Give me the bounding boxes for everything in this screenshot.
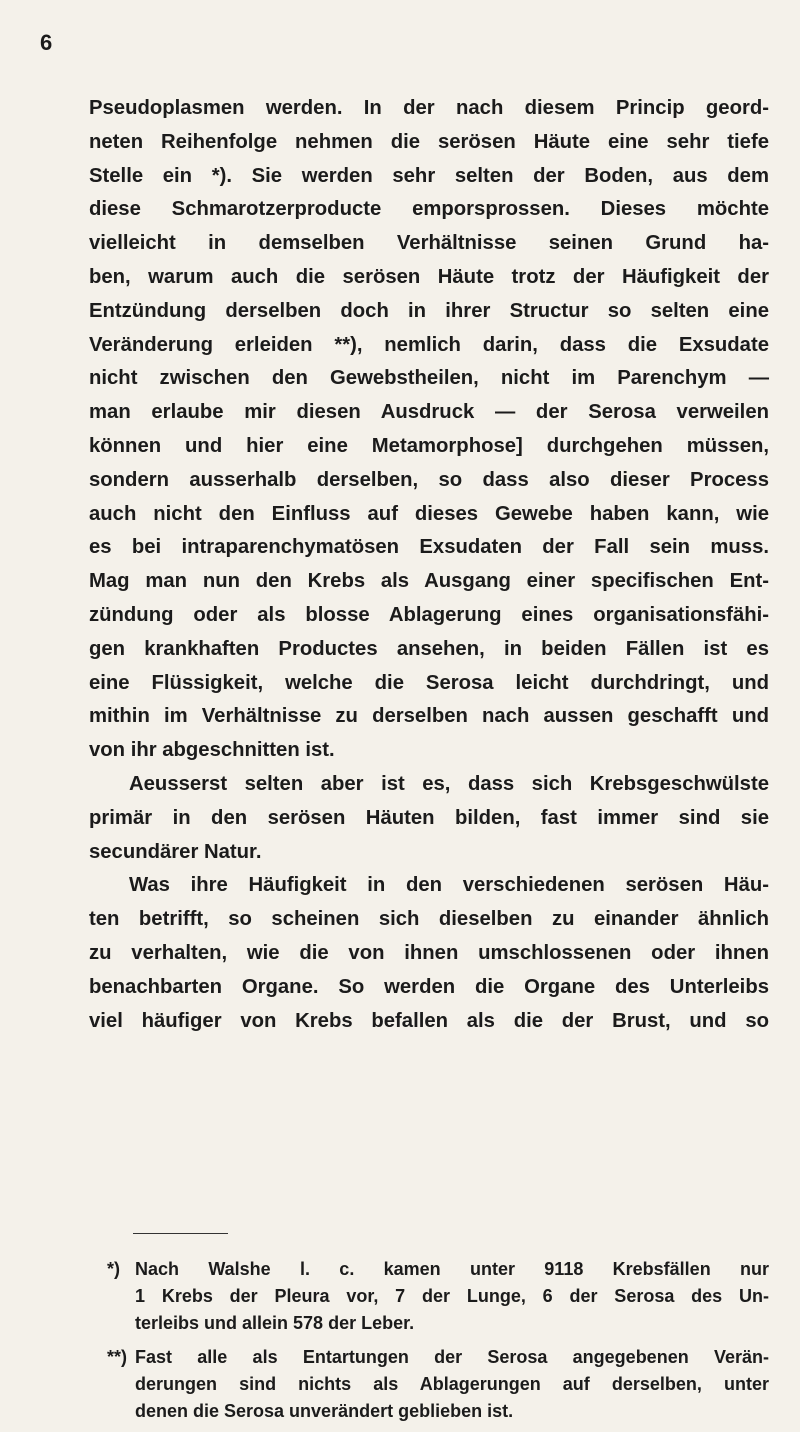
footnote-line: denen die Serosa unverändert geblieben ist. xyxy=(135,1401,514,1421)
footnote-line: derungen sind nichts als Ablagerungen auf derselben, unter xyxy=(135,1374,769,1394)
footnote-line: Fast alle als Entartungen der Serosa angegebenen Verän- xyxy=(135,1347,769,1367)
body-line: neten Reihenfolge nehmen die serösen Häute eine sehr tiefe xyxy=(89,130,769,153)
body-line: primär in den serösen Häuten bilden, fast immer sind sie xyxy=(89,806,769,829)
page-number: 6 xyxy=(40,30,53,55)
body-line: es bei intraparenchymatösen Exsudaten der Fall sein muss. xyxy=(89,536,769,559)
footnote-line: Nach Walshe l. c. kamen unter 9118 Krebsfällen nur xyxy=(135,1259,769,1279)
body-line: Stelle ein *). Sie werden sehr selten der Boden, aus dem xyxy=(89,164,769,187)
footnote-line: 1 Krebs der Pleura vor, 7 der Lunge, 6 der Serosa des Un- xyxy=(135,1286,769,1306)
body-line: zu verhalten, wie die von ihnen umschlossenen oder ihnen xyxy=(89,941,769,964)
body-line: zündung oder als blosse Ablagerung eines organisationsfähi- xyxy=(89,603,769,626)
footnote-2 xyxy=(89,1344,769,1425)
body-line: vielleicht in demselben Verhältnisse seinen Grund ha- xyxy=(89,232,769,255)
footnote-1 xyxy=(89,1256,769,1337)
body-text xyxy=(89,92,769,1038)
footnote-marker: *) xyxy=(107,1259,120,1279)
body-line: können und hier eine Metamorphose] durchgehen müssen, xyxy=(89,434,769,457)
footnotes xyxy=(89,1256,769,1432)
body-line: diese Schmarotzerproducte emporsprossen. Dieses möchte xyxy=(89,198,769,221)
body-line: ten betrifft, so scheinen sich dieselben zu einander ähnlich xyxy=(89,908,769,931)
body-line: Veränderung erleiden **), nemlich darin, dass die Exsudate xyxy=(89,333,769,356)
body-line: gen krankhaften Productes ansehen, in beiden Fällen ist es xyxy=(89,637,769,660)
body-line: Pseudoplasmen werden. In der nach diesem Princip geord- xyxy=(89,97,769,119)
body-line: Entzündung derselben doch in ihrer Structur so selten eine xyxy=(89,299,769,322)
body-line: benachbarten Organe. So werden die Organe des Unterleibs xyxy=(89,975,769,998)
body-line: Aeusserst selten aber ist es, dass sich Krebsgeschwülste xyxy=(129,772,769,795)
body-line: auch nicht den Einfluss auf dieses Gewebe haben kann, wie xyxy=(89,502,769,525)
body-line: ben, warum auch die serösen Häute trotz der Häufigkeit der xyxy=(89,265,769,288)
body-line: mithin im Verhältnisse zu derselben nach aussen geschafft und xyxy=(89,705,769,728)
footnote-divider xyxy=(133,1233,228,1234)
body-line: Was ihre Häufigkeit in den verschiedenen serösen Häu- xyxy=(129,874,769,897)
footnote-marker: **) xyxy=(107,1347,128,1367)
body-line: nicht zwischen den Gewebstheilen, nicht im Parenchym — xyxy=(89,367,769,390)
footnote-line: terleibs und allein 578 der Leber. xyxy=(135,1313,415,1333)
body-line: Mag man nun den Krebs als Ausgang einer specifischen Ent- xyxy=(89,570,769,593)
body-line: von ihr abgeschnitten ist. xyxy=(89,739,335,762)
body-line: eine Flüssigkeit, welche die Serosa leicht durchdringt, und xyxy=(89,671,769,694)
body-line: sondern ausserhalb derselben, so dass also dieser Process xyxy=(89,468,769,491)
body-line: viel häufiger von Krebs befallen als die der Brust, und so xyxy=(89,1009,769,1032)
body-line: secundärer Natur. xyxy=(89,840,262,863)
body-line: man erlaube mir diesen Ausdruck — der Serosa verweilen xyxy=(89,401,769,424)
